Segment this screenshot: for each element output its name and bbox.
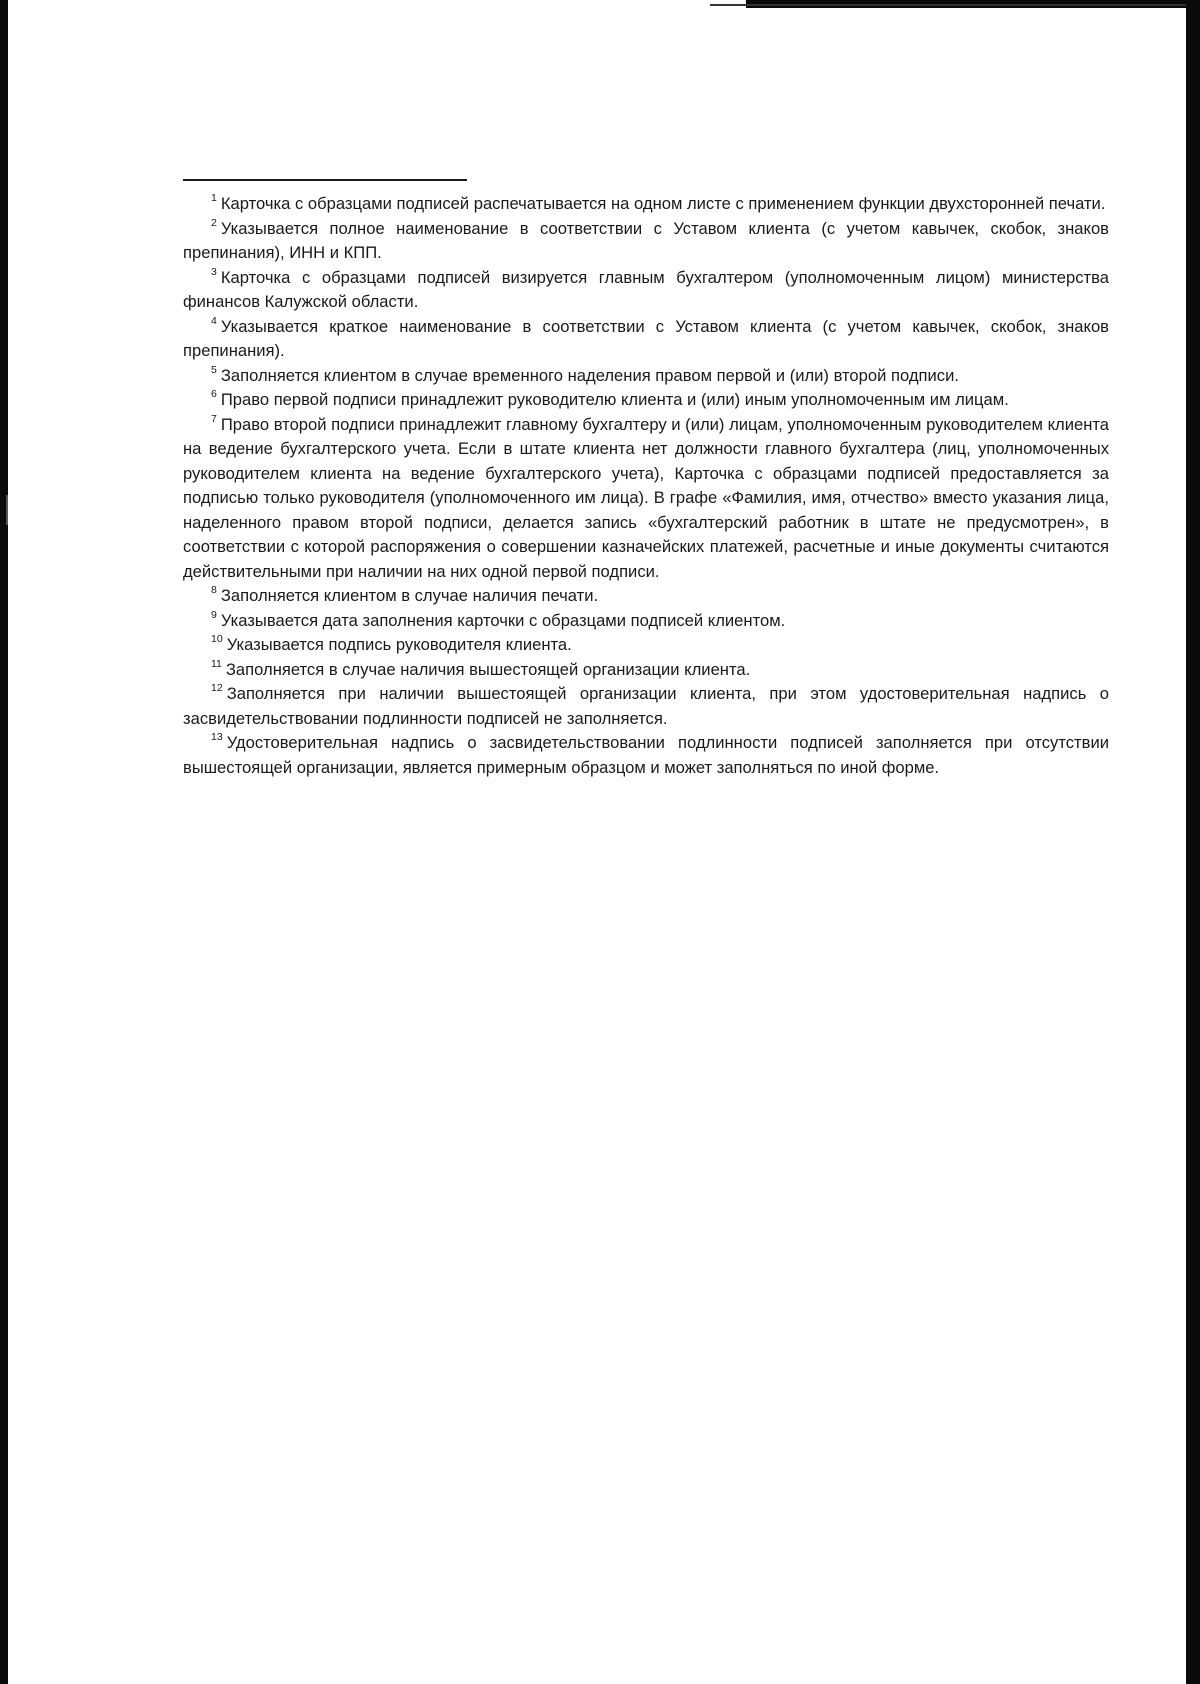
footnote-text: Указывается подпись руководителя клиента. (226, 635, 572, 654)
footnote-number: 10 (211, 633, 223, 645)
footnote-number: 5 (211, 363, 217, 376)
footnote-text: Право первой подписи принадлежит руководителю клиента и (или) иным уполномоченным им лицам. (220, 390, 1009, 409)
footnote-text: Удостоверительная надпись о засвидетельствовании подлинности подписей заполняется при отсутствии вышестоящей организации, является примерным образцом и может заполняться по иной форме. (183, 733, 1109, 777)
footnote-text: Указывается краткое наименование в соответствии с Уставом клиента (с учетом кавычек, скобок, знаков препинания). (183, 316, 1109, 360)
footnote-6 (183, 388, 1109, 413)
footnote-number: 9 (211, 608, 217, 621)
footnote-8 (183, 584, 1109, 609)
footnote-text: Указывается дата заполнения карточки с образцами подписей клиентом. (220, 610, 786, 630)
footnote-number: 13 (211, 731, 223, 743)
scan-mark (6, 495, 8, 525)
footnote-separator (183, 179, 467, 181)
footnote-number: 3 (211, 265, 217, 278)
footnote-13 (183, 731, 1109, 780)
footnote-text: Заполняется клиентом в случае временного наделения правом первой и (или) второй подписи. (220, 365, 959, 385)
footnote-1 (183, 192, 1109, 217)
footnote-number: 2 (211, 216, 217, 229)
footnote-number: 11 (211, 657, 222, 670)
footnote-7 (183, 413, 1109, 585)
footnote-3 (183, 266, 1109, 315)
scan-edge-top-line (710, 4, 1186, 6)
footnote-4 (183, 315, 1109, 364)
footnote-9 (183, 609, 1109, 634)
footnote-text: Заполняется в случае наличия вышестоящей организации клиента. (225, 659, 751, 679)
footnote-5 (183, 364, 1109, 389)
footnote-text: Карточка с образцами подписей распечатывается на одном листе с применением функции двухсторонней печати. (220, 194, 1106, 213)
footnote-10 (183, 633, 1109, 658)
footnote-number: 12 (211, 682, 223, 694)
footnote-text: Заполняется клиентом в случае наличия печати. (220, 586, 599, 605)
footnotes-section (183, 192, 1109, 780)
scan-edge-left (0, 0, 8, 1684)
footnote-12 (183, 682, 1109, 731)
footnote-number: 1 (211, 192, 217, 204)
footnote-text: Указывается полное наименование в соответствии с Уставом клиента (с учетом кавычек, скобок, знаков препинания), ИНН и КПП. (183, 218, 1109, 262)
footnote-number: 8 (211, 584, 217, 596)
scan-edge-right (1186, 0, 1200, 1684)
footnote-text: Заполняется при наличии вышестоящей организации клиента, при этом удостоверительная надпись о засвидетельствовании подлинности подписей не заполняется. (183, 684, 1109, 728)
footnote-number: 6 (211, 388, 217, 400)
footnote-11 (183, 658, 1109, 683)
footnote-number: 7 (211, 412, 217, 425)
footnote-text: Карточка с образцами подписей визируется главным бухгалтером (уполномоченным лицом) министерства финансов Калужской области. (183, 267, 1109, 311)
footnote-number: 4 (211, 314, 217, 327)
footnote-text: Право второй подписи принадлежит главному бухгалтеру и (или) лицам, уполномоченным руководителем клиента на ведение бухгалтерского учета. Если в штате клиента нет должности главного бухгалтера (лиц, уполномоченных руководителем клиента на ведение бухгалтерского учета), Карточка с образцами подписей предоставляется за подписью только руководителя (уполномоченного им лица). В графе «Фамилия, имя, отчество» вместо указания лица, наделенного правом второй подписи, делается запись «бухгалтерский работник в штате не предусмотрен», в соответствии с которой распоряжения о совершении казначейских платежей, расчетные и иные документы считаются действительными при наличии на них одной первой подписи. (183, 414, 1109, 581)
footnote-2 (183, 217, 1109, 266)
